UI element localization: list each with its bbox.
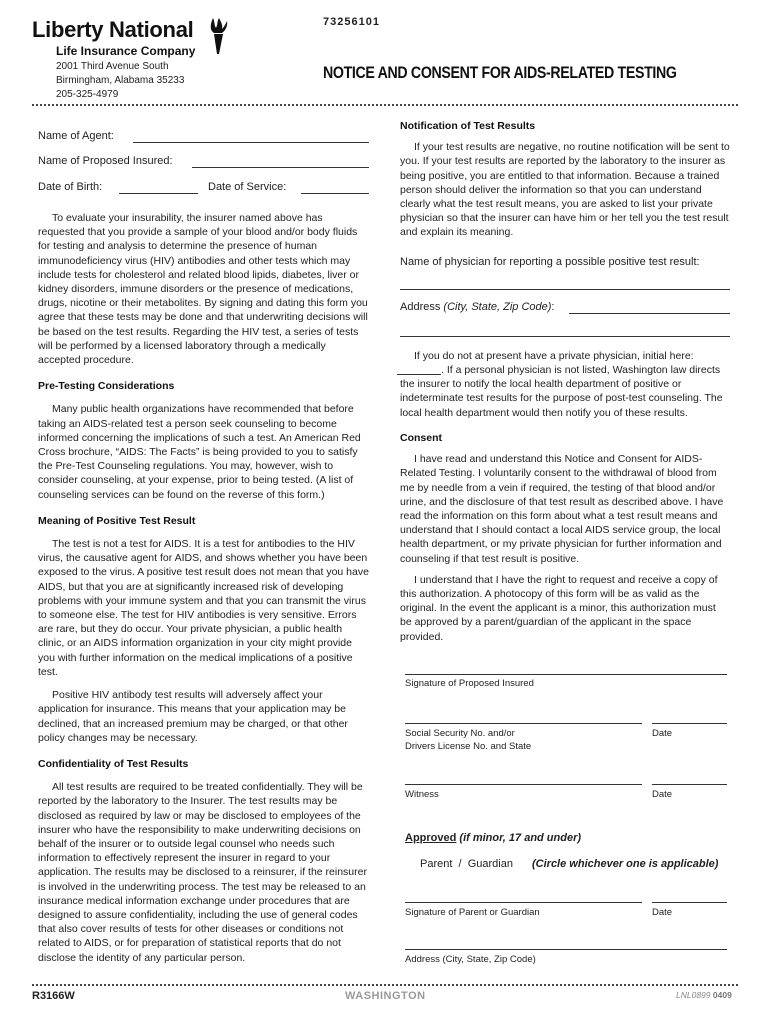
circle-hint: (Circle whichever one is applicable) [532, 858, 719, 870]
consent-paragraph-1: I have read and understand this Notice and Consent for AIDS-Related Testing. I voluntarily consent to the withdrawal of blood from me by needle from a vein if required, the testing of that blood and/or urine, and the disclosure of that test result as described above. I have read the information on this form about what a test result means and understand that I should contact a local AIDS service group, the local health department, or my private physician for further information and counseling if that test result is positive. [400, 453, 724, 565]
dos-field[interactable] [301, 193, 369, 194]
phone-number: 205-325-4979 [56, 89, 119, 100]
footer-form-code: R3166W [32, 990, 75, 1002]
meaning-heading: Meaning of Positive Test Result [38, 514, 196, 527]
notification-heading: Notification of Test Results [400, 120, 536, 132]
witness-field[interactable] [405, 784, 642, 785]
confidentiality-paragraph: All test results are required to be treated confidentially. They will be reported by the laboratory to the Insurer. The test results may be disclosed as required by law or may be disclosed to employees of the insurer who have the responsibility to make underwriting decisions on behalf of the insurer or to outside legal counsel who needs such information to effectively represent the insurer in regard to your application. The results may be disclosed to a reinsurer, if the reinsurer is involved in the underwriting process. The test may be released to an insurance medical information exchange under procedures that are designed to assure confidentiality, including the use of general codes that also cover results of tests for other diseases or conditions not related to AIDS, or for preparation of statistical reports that do not disclose the identity of any particular person. [38, 781, 367, 964]
date-label-1: Date [652, 728, 673, 739]
agent-field[interactable] [133, 142, 369, 143]
dob-label: Date of Birth: [38, 181, 103, 193]
footer-divider [32, 984, 738, 986]
meaning-paragraph-2: Positive HIV antibody test results will adversely affect your application for insurance. This means that your application may be declined, that an increased premium may be charged, or that other policy changes may be necessary. [38, 689, 348, 744]
insured-signature-field[interactable] [405, 674, 727, 675]
dob-field[interactable] [119, 193, 198, 194]
consent-paragraph-2: I understand that I have the right to request and receive a copy of this authorization. A photocopy of this form will be as valid as the original. In the event the applicant is a minor, this authorization must be approved by a parent/guardian of the applicant in the space provided. [400, 573, 718, 643]
header-divider [32, 104, 738, 106]
address-line-1: 2001 Third Avenue South [56, 61, 169, 72]
right-column-top [400, 119, 730, 240]
pretest-heading: Pre-Testing Considerations [38, 380, 175, 393]
parent-guardian-option[interactable]: Parent / Guardian [420, 858, 513, 870]
no-physician-block-2 [400, 363, 730, 420]
insured-field[interactable] [192, 167, 369, 168]
company-sub-name: Life Insurance Company [56, 44, 196, 58]
insured-label: Name of Proposed Insured: [38, 155, 173, 167]
physician-address-label: Address (City, State, Zip Code): [400, 301, 555, 313]
physician-address-field[interactable] [569, 313, 730, 314]
footer-version: LNL0899 0409 [676, 990, 732, 1000]
ssn-label: Social Security No. and/or Drivers License No. and State [405, 728, 532, 752]
document-title: NOTICE AND CONSENT FOR AIDS-RELATED TESTING [323, 64, 677, 82]
ssn-field[interactable] [405, 723, 642, 724]
address-line-2: Birmingham, Alabama 35233 [56, 75, 185, 86]
form-number: 73256101 [323, 16, 380, 28]
physician-address-field-2[interactable] [400, 336, 730, 337]
date-label-2: Date [652, 789, 673, 800]
witness-label: Witness [405, 789, 439, 800]
parent-signature-label: Signature of Parent or Guardian [405, 907, 540, 918]
pretest-paragraph: Many public health organizations have recommended that before taking an AIDS-related test a person seek counseling to become informed concerning the implications of such a test. An American Red Cross brochure, “AIDS: The Facts” is being provided to you to satisfy the Pre-Test Counseling regulations. You may, however, wish to consider counseling, at your expense, prior to being tested. (A list of counseling services can be found on the reverse of this form.) [38, 403, 361, 501]
date-label-3: Date [652, 907, 673, 918]
no-physician-text: If you do not at present have a private physician, initial here: [414, 350, 694, 362]
company-logo-name: Liberty National [32, 17, 194, 42]
insured-signature-label: Signature of Proposed Insured [405, 678, 534, 689]
no-physician-text-2: . If a personal physician is not listed, Washington law directs the insurer to notify the local health department of positive or indeterminate test results for the purpose of post-test counseling. The local health department would then notify you of these results. [400, 364, 723, 419]
physician-label: Name of physician for reporting a possible positive test result: [400, 256, 700, 268]
approved-label: Approved [405, 832, 457, 844]
meaning-paragraph-1: The test is not a test for AIDS. It is a test for antibodies to the HIV virus, the causative agent for AIDS, and shows whether you have been exposed to the virus. A positive test result does not mean that you have AIDS, but that you are at significantly increased risk of developing problems with your immune system and that you can transmit the virus to someone else. The test for HIV antibodies is very sensitive. Errors are rare, but they do occur. Your private physician, a public health clinic, or an AIDS information organization in your city might provide you with further information on the medical implications of a positive test. [38, 538, 369, 678]
parent-address-field[interactable] [405, 949, 727, 950]
date-field-1[interactable] [652, 723, 727, 724]
approved-hint: (if minor, 17 and under) [459, 832, 582, 844]
consent-block [400, 431, 730, 644]
dos-label: Date of Service: [208, 181, 287, 193]
approved-line [405, 832, 581, 844]
no-physician-block [400, 349, 730, 363]
agent-label: Name of Agent: [38, 130, 114, 142]
date-field-3[interactable] [652, 902, 727, 903]
notification-paragraph: If your test results are negative, no routine notification will be sent to you. If your test results are reported by the laboratory to the insurer as being positive, you are entitled to that information. Because a trained person should deliver the information so that you can understand clearly what the test result means, you are asked to list your private physician so that the insurer can have him or her tell you the test result and explain its meaning. [400, 141, 730, 239]
confidentiality-heading: Confidentiality of Test Results [38, 757, 189, 770]
date-field-2[interactable] [652, 784, 727, 785]
footer-state: WASHINGTON [345, 990, 426, 1002]
left-column [38, 211, 370, 965]
parent-signature-field[interactable] [405, 902, 642, 903]
physician-field[interactable] [400, 289, 730, 290]
parent-address-label: Address (City, State, Zip Code) [405, 954, 536, 965]
intro-paragraph: To evaluate your insurability, the insurer named above has requested that you provide a sample of your blood and/or body fluids for testing and analysis to determine the presence of human immunodeficiency virus (HIV) antibodies and other tests which may include tests for cholesterol and related blood lipids, diabetes, liver or kidney disorders, immune disorders or the presence of medications, drugs, nicotine or their metabolites. By signing and dating this form you agree that these tests may be done and that underwriting decisions will be based on the test results. Regarding the HIV test, a series of tests will be performed by a licensed laboratory through a medically accepted procedure. [38, 212, 368, 367]
consent-heading: Consent [400, 432, 442, 444]
torch-logo-icon [205, 16, 231, 56]
